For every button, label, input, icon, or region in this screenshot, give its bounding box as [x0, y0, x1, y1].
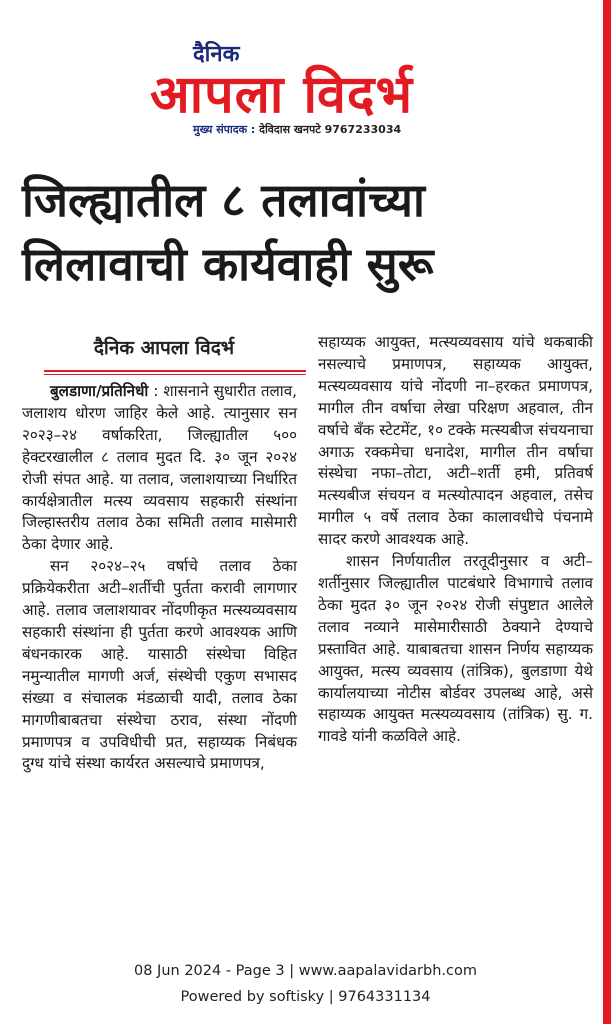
article-column-left	[22, 330, 297, 775]
article-body-right	[318, 332, 593, 748]
masthead-prefix: दैनिक	[193, 42, 240, 67]
paragraph-1-text: : शासनाने सुधारीत तलाव, जलाशय धोरण जाहिर केले आहे. त्यानुसार सन २०२३–२४ वर्षाकरिता, जिल्ह्यातील ५०० हेक्टरखालील ८ तलाव मुदत दि. ३० जून २०२४ रोजी संपत आहे. या तलाव, जलाशयाच्या निर्धारित कार्यक्षेत्रातील मत्स्य व्यवसाय सहकारी संस्थांना जिल्हास्तरीय तलाव ठेका समिती तलाव मासेमारी ठेका देणार आहे.	[22, 382, 297, 554]
paragraph-3: सहाय्यक आयुक्त, मत्स्यव्यवसाय यांचे थकबाकी नसल्याचे प्रमाणपत्र, सहाय्यक आयुक्त, मत्स्यव्यवसाय यांचे नोंदणी ना–हरकत प्रमाणपत्र, मागील तीन वर्षाचा लेखा परिक्षण अहवाल, तीन वर्षाचे बँक स्टेटमेंट, १० टक्के मत्स्यबीज संचयनाचा अगाऊ रक्कमेचा धनादेश, मागील तीन वर्षाचा संस्थेचा नफा–तोटा, अटी–शर्ती हमी, प्रतिवर्ष मत्स्यबीज संचयन व मत्स्योत्पादन अहवाल, तसेच मागील ५ वर्षे तलाव ठेका कालावधीचे पंचनामे सादर करणे आवश्यक आहे.	[318, 333, 593, 549]
footer-credit: Powered by softisky | 9764331134	[180, 989, 431, 1005]
byline: दैनिक आपला विदर्भ	[93, 337, 235, 359]
paragraph-1	[22, 381, 297, 556]
editor-name-phone: देविदास खनपटे 9767233034	[259, 123, 402, 136]
byline-rule-thin	[44, 374, 306, 375]
newspaper-logo: आपला विदर्भ	[150, 65, 414, 125]
byline-rule	[44, 370, 306, 372]
page-footer	[0, 958, 611, 1010]
paragraph-4: शासन निर्णयातील तरतूदीनुसार व अटी–शर्तीनुसार जिल्ह्यातील पाटबंधारे विभागाचे तलाव ठेका मुदत ३० जून २०२४ रोजी संपुष्टात आलेले तलाव नव्याने मासेमारीसाठी ठेक्याने देण्याचे प्रस्तावित आहे. याबाबतचा शासन निर्णय सहाय्यक आयुक्त, मत्स्य व्यवसाय (तांत्रिक), बुलडाणा येथे कार्यालयाच्या नोटीस बोर्डवर उपलब्ध आहे, असे सहाय्यक आयुक्त मत्स्यव्यवसाय (तांत्रिक) सु. ग. गावडे यांनी कळविले आहे.	[318, 552, 593, 746]
footer-date-page-website: 08 Jun 2024 - Page 3 | www.aapalavidarbh.com	[134, 963, 477, 979]
dateline: बुलडाणा/प्रतिनिधी	[50, 382, 149, 400]
editor-label: मुख्य संपादक :	[193, 123, 260, 136]
headline-line-2: लिलावाची कार्यवाही सुरू	[22, 237, 434, 291]
headline	[22, 168, 592, 296]
editor-credit	[193, 123, 401, 137]
article-column-right	[318, 332, 593, 748]
headline-line-1: जिल्ह्यातील ८ तलावांच्या	[22, 173, 425, 227]
masthead	[0, 28, 611, 138]
paragraph-2: सन २०२४–२५ वर्षाचे तलाव ठेका प्रक्रियेकरीता अटी–शर्तीची पुर्तता करावी लागणार आहे. तलाव जलाशयावर नोंदणीकृत मत्स्यव्यवसाय सहकारी संस्थांना ही पुर्तता करणे आवश्यक आणि बंधनकारक आहे. यासाठी संस्थेचा विहित नमुन्यातील मागणी अर्ज, संस्थेची एकुण सभासद संख्या व संचालक मंडळाची यादी, तलाव ठेका मागणीबाबतचा संस्थेचा ठराव, संस्था नोंदणी प्रमाणपत्र व उपविधीची प्रत, सहाय्यक निबंधक दुग्ध यांचे संस्था कार्यरत असल्याचे प्रमाणपत्र,	[22, 557, 297, 773]
article-body-left	[22, 381, 297, 775]
